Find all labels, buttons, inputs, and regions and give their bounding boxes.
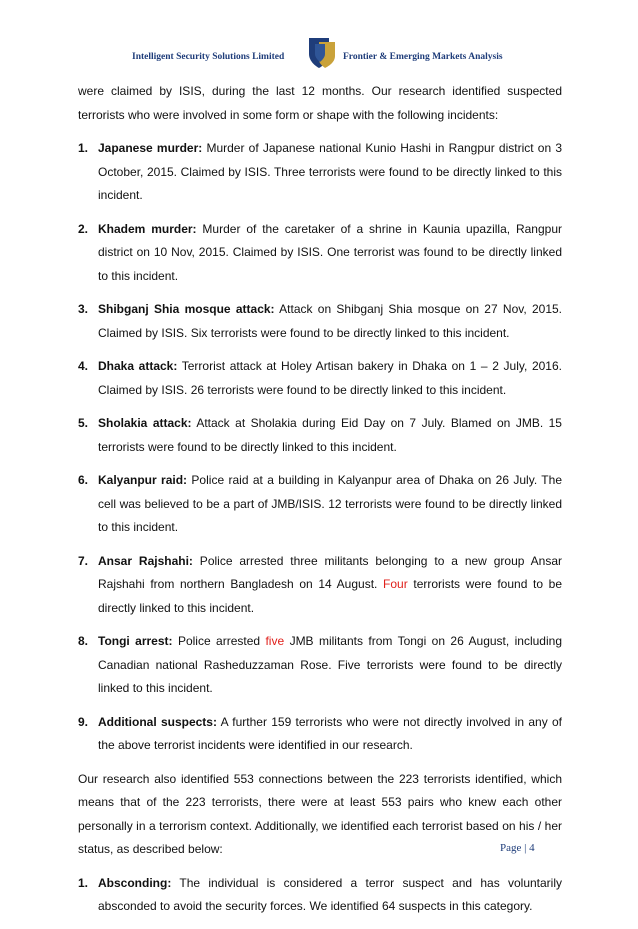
company-name: Intelligent Security Solutions Limited xyxy=(132,52,285,62)
item-term: Khadem murder: xyxy=(98,221,197,236)
item-text: Police arrested xyxy=(172,634,266,648)
item-text: Attack on Shibganj Shia mosque on 27 Nov, 2015. Claimed by ISIS. Six terrorists were found to be directly linked to this incident. xyxy=(98,302,563,340)
list-item xyxy=(78,218,562,289)
item-number: 7. xyxy=(78,553,89,568)
intro-paragraph: were claimed by ISIS, during the last 12 months. Our research identified suspected terrorists who were involved in some form or shape with the following incidents: xyxy=(78,84,562,122)
list-item xyxy=(78,469,562,540)
item-number: 1. xyxy=(78,875,89,890)
page-number: Page | 4 xyxy=(500,842,535,854)
item-number: 6. xyxy=(78,473,89,487)
highlighted-count: Four xyxy=(383,577,408,591)
item-term: Tongi arrest: xyxy=(98,634,173,648)
highlighted-count: five xyxy=(265,634,285,648)
list-item xyxy=(78,298,562,345)
item-text: Murder of the caretaker of a shrine in Kaunia upazilla, Rangpur district on 10 Nov, 2015. Claimed by ISIS. One terrorist was found to be directly linked to this incident. xyxy=(98,221,562,283)
tagline: Frontier & Emerging Markets Analysis xyxy=(343,52,503,62)
list-item xyxy=(78,872,562,919)
item-text: Police arrested three militants belonging to a new group Ansar Rajshahi from northern Bangladesh on 14 August. xyxy=(98,553,563,591)
connections-paragraph: Our research also identified 553 connections between the 223 terrorists identified, which means that of the 223 terrorists, there were at least 553 pairs who knew each other personally in a terrorism context. Additionally, we identified each terrorist based on his / her status, as described below: xyxy=(78,771,562,856)
item-text: JMB militants from Tongi on 26 August, including Canadian national Rasheduzzaman Rose. Five terrorists were found to be directly linked to this incident. xyxy=(98,634,562,695)
item-number: 8. xyxy=(78,634,89,648)
item-term: Kalyanpur raid: xyxy=(98,473,188,487)
page-header xyxy=(0,36,638,66)
item-text: terrorists were found to be directly linked to this incident. xyxy=(98,577,563,615)
list-item xyxy=(78,355,562,402)
document-body xyxy=(78,80,562,929)
item-term: Dhaka attack: xyxy=(98,359,178,373)
list-item xyxy=(78,550,562,621)
item-term: Shibganj Shia mosque attack: xyxy=(98,302,275,316)
incident-list xyxy=(78,137,562,758)
item-text: Murder of Japanese national Kunio Hashi in Rangpur district on 3 October, 2015. Claimed by ISIS. Three terrorists were found to be directly linked to this incident. xyxy=(98,141,562,202)
item-number: 1. xyxy=(78,141,89,155)
item-number: 2. xyxy=(78,221,89,236)
item-text: Police raid at a building in Kalyanpur area of Dhaka on 26 July. The cell was believed to be a part of JMB/ISIS. 12 terrorists were found to be directly linked to this incident. xyxy=(98,473,562,534)
list-item xyxy=(78,137,562,208)
item-number: 3. xyxy=(78,302,89,316)
item-text: The individual is considered a terror suspect and has voluntarily absconded to avoid the security forces. We identified 64 suspects in this category. xyxy=(98,875,562,913)
item-term: Japanese murder: xyxy=(98,141,203,155)
list-item xyxy=(78,412,562,459)
item-number: 4. xyxy=(78,359,89,373)
item-text: A further 159 terrorists who were not directly involved in any of the above terrorist incidents were identified in our research. xyxy=(98,714,563,752)
item-text: Terrorist attack at Holey Artisan bakery in Dhaka on 1 – 2 July, 2016. Claimed by ISIS. 26 terrorists were found to be directly linked to this incident. xyxy=(98,359,562,397)
item-term: Absconding: xyxy=(98,875,172,890)
list-item xyxy=(78,630,562,701)
list-item xyxy=(78,711,562,758)
item-term: Sholakia attack: xyxy=(98,416,192,430)
status-list xyxy=(78,872,562,919)
item-text: Attack at Sholakia during Eid Day on 7 July. Blamed on JMB. 15 terrorists were found to be directly linked to this incident. xyxy=(98,416,562,454)
item-number: 9. xyxy=(78,714,89,729)
shield-logo-icon xyxy=(305,36,339,70)
item-number: 5. xyxy=(78,416,89,430)
item-term: Ansar Rajshahi: xyxy=(98,553,193,568)
item-term: Additional suspects: xyxy=(98,714,217,729)
